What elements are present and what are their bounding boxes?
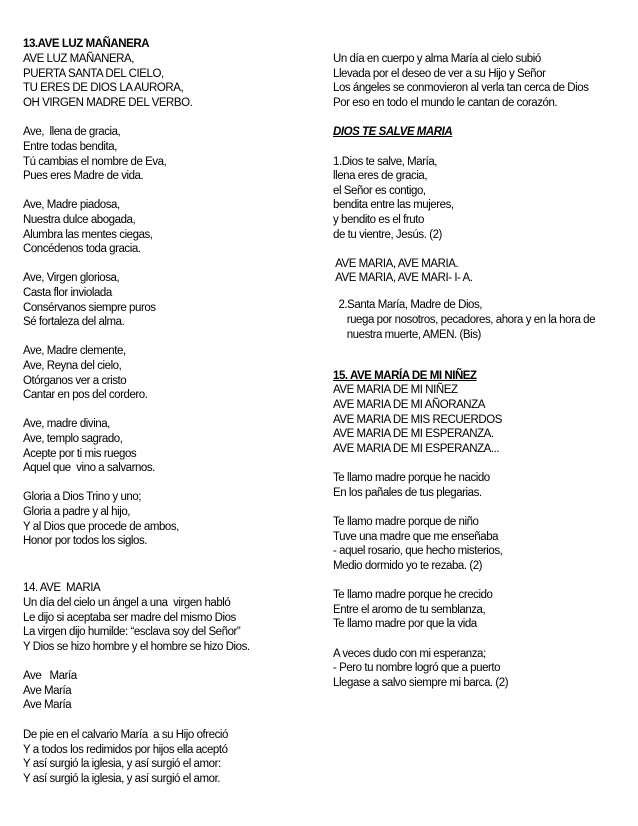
dios-te-salve-line: 1.Dios te salve, María, [333, 156, 438, 168]
song-15-line: Tuve una madre que me enseñaba [333, 531, 499, 543]
dios-te-salve-line: y bendito es el fruto [333, 214, 424, 226]
song-13-line: Y al Dios que procede de ambos, [23, 521, 179, 533]
song-13-line: Ave, llena de gracia, [23, 126, 121, 138]
song-15-line: Te llamo madre porque de niño [333, 516, 479, 528]
song-13-title: 13.AVE LUZ MAÑANERA [23, 38, 150, 50]
song-13-line: TU ERES DE DIOS LA AURORA, [23, 82, 184, 94]
song-15-line: AVE MARIA DE MI ESPERANZA. [333, 428, 494, 440]
song-14-line: Y a todos los redimidos por hijos ella aceptó [23, 744, 228, 756]
song-14-line: Ave María [23, 699, 72, 711]
song-14-line: Ave María [23, 670, 77, 682]
song-13-line: Entre todas bendita, [23, 141, 117, 153]
song-14-title: 14. AVE MARIA [23, 582, 101, 594]
song-14-line: De pie en el calvario María a su Hijo ofreció [23, 729, 228, 741]
song-13-line: Concédenos toda gracia. [23, 243, 141, 255]
dios-te-salve-line: bendita entre las mujeres, [333, 199, 454, 211]
song-13-line: Aquel que vino a salvarnos. [23, 462, 155, 474]
song-13-line: Ave, Reyna del cielo, [23, 360, 122, 372]
song-13-line: Consérvanos siempre puros [23, 302, 156, 314]
song-15-line: AVE MARIA DE MIS RECUERDOS [333, 414, 502, 426]
song-13-line: Gloria a Dios Trino y uno; [23, 491, 142, 503]
song-15-line: Llegase a salvo siempre mi barca. (2) [333, 677, 509, 689]
song-13-line: Alumbra las mentes ciegas, [23, 229, 153, 241]
dios-te-salve-chorus: AVE MARIA, AVE MARI- I- A. [333, 272, 473, 284]
song-14-line: Los ángeles se conmovieron al verla tan cerca de Dios [333, 82, 589, 94]
song-13-line: Acepte por ti mis ruegos [23, 448, 137, 460]
song-14-line: Ave María [23, 685, 72, 697]
song-14-line: Un día del cielo un ángel a una virgen habló [23, 597, 231, 609]
song-13-line: Casta flor inviolada [23, 287, 112, 299]
song-13-line: AVE LUZ MAÑANERA, [23, 53, 134, 65]
song-14-line: Y así surgió la iglesia, y así surgió el amor. [23, 773, 221, 785]
song-15-line: Te llamo madre porque he crecido [333, 589, 493, 601]
song-14-line: Y Dios se hizo hombre y el hombre se hizo Dios. [23, 641, 250, 653]
song-13-line: Sé fortaleza del alma. [23, 316, 125, 328]
dios-te-salve-line: ruega por nosotros, pecadores, ahora y en la hora de [333, 314, 596, 326]
song-15-line: - Pero tu nombre logró que a puerto [333, 662, 501, 674]
song-15-line: Te llamo madre por que la vida [333, 618, 477, 630]
song-13-line: Honor por todos los siglos. [23, 535, 148, 547]
dios-te-salve-line: de tu vientre, Jesús. (2) [333, 229, 442, 241]
song-15-title: 15. AVE MARÍA DE MI NIÑEZ [333, 370, 477, 382]
song-15-line: AVE MARIA DE MI ESPERANZA... [333, 443, 500, 455]
song-13-line: Otórganos ver a cristo [23, 375, 127, 387]
dios-te-salve-line: 2.Santa María, Madre de Dios, [333, 299, 483, 311]
song-14-line: Por eso en todo el mundo le cantan de corazón. [333, 97, 558, 109]
song-13-line: PUERTA SANTA DEL CIELO, [23, 68, 164, 80]
song-13-line: Tú cambias el nombre de Eva, [23, 156, 167, 168]
dios-te-salve-title: DIOS TE SALVE MARIA [333, 126, 453, 138]
song-15-line: AVE MARIA DE MI NIÑEZ [333, 384, 458, 396]
song-13-line: Pues eres Madre de vida. [23, 170, 144, 182]
song-15-line: Entre el aromo de tu semblanza, [333, 604, 486, 616]
song-15-line: Medio dormido yo te rezaba. (2) [333, 560, 483, 572]
song-13-line: Ave, Virgen gloriosa, [23, 272, 120, 284]
dios-te-salve-line: nuestra muerte, AMEN. (Bis) [333, 329, 481, 341]
song-15-line: - aquel rosario, que hecho misterios, [333, 545, 503, 557]
song-13-line: Ave, madre divina, [23, 418, 110, 430]
song-13-line: Ave, templo sagrado, [23, 433, 123, 445]
song-13-line: Ave, Madre clemente, [23, 345, 126, 357]
song-14-line: Un día en cuerpo y alma María al cielo subió [333, 53, 541, 65]
song-15-line: En los pañales de tus plegarias. [333, 487, 482, 499]
song-15-line: Te llamo madre porque he nacido [333, 472, 490, 484]
dios-te-salve-chorus: AVE MARIA, AVE MARIA. [333, 258, 459, 270]
song-13-line: Cantar en pos del cordero. [23, 389, 148, 401]
song-13-line: Nuestra dulce abogada, [23, 214, 136, 226]
song-13-line: Gloria a padre y al hijo, [23, 506, 131, 518]
song-15-line: AVE MARIA DE MI AÑORANZA [333, 399, 485, 411]
song-14-line: Le dijo si aceptaba ser madre del mismo Dios [23, 612, 236, 624]
song-13-line: OH VIRGEN MADRE DEL VERBO. [23, 97, 193, 109]
dios-te-salve-line: llena eres de gracia, [333, 170, 428, 182]
song-13-line: Ave, Madre piadosa, [23, 199, 120, 211]
song-14-line: La virgen dijo humilde: “esclava soy del Señor” [23, 626, 241, 638]
song-15-line: A veces dudo con mi esperanza; [333, 648, 486, 660]
song-14-line: Y así surgió la iglesia, y así surgió el amor: [23, 758, 221, 770]
dios-te-salve-line: el Señor es contigo, [333, 185, 426, 197]
song-14-line: Llevada por el deseo de ver a su Hijo y Señor [333, 68, 546, 80]
